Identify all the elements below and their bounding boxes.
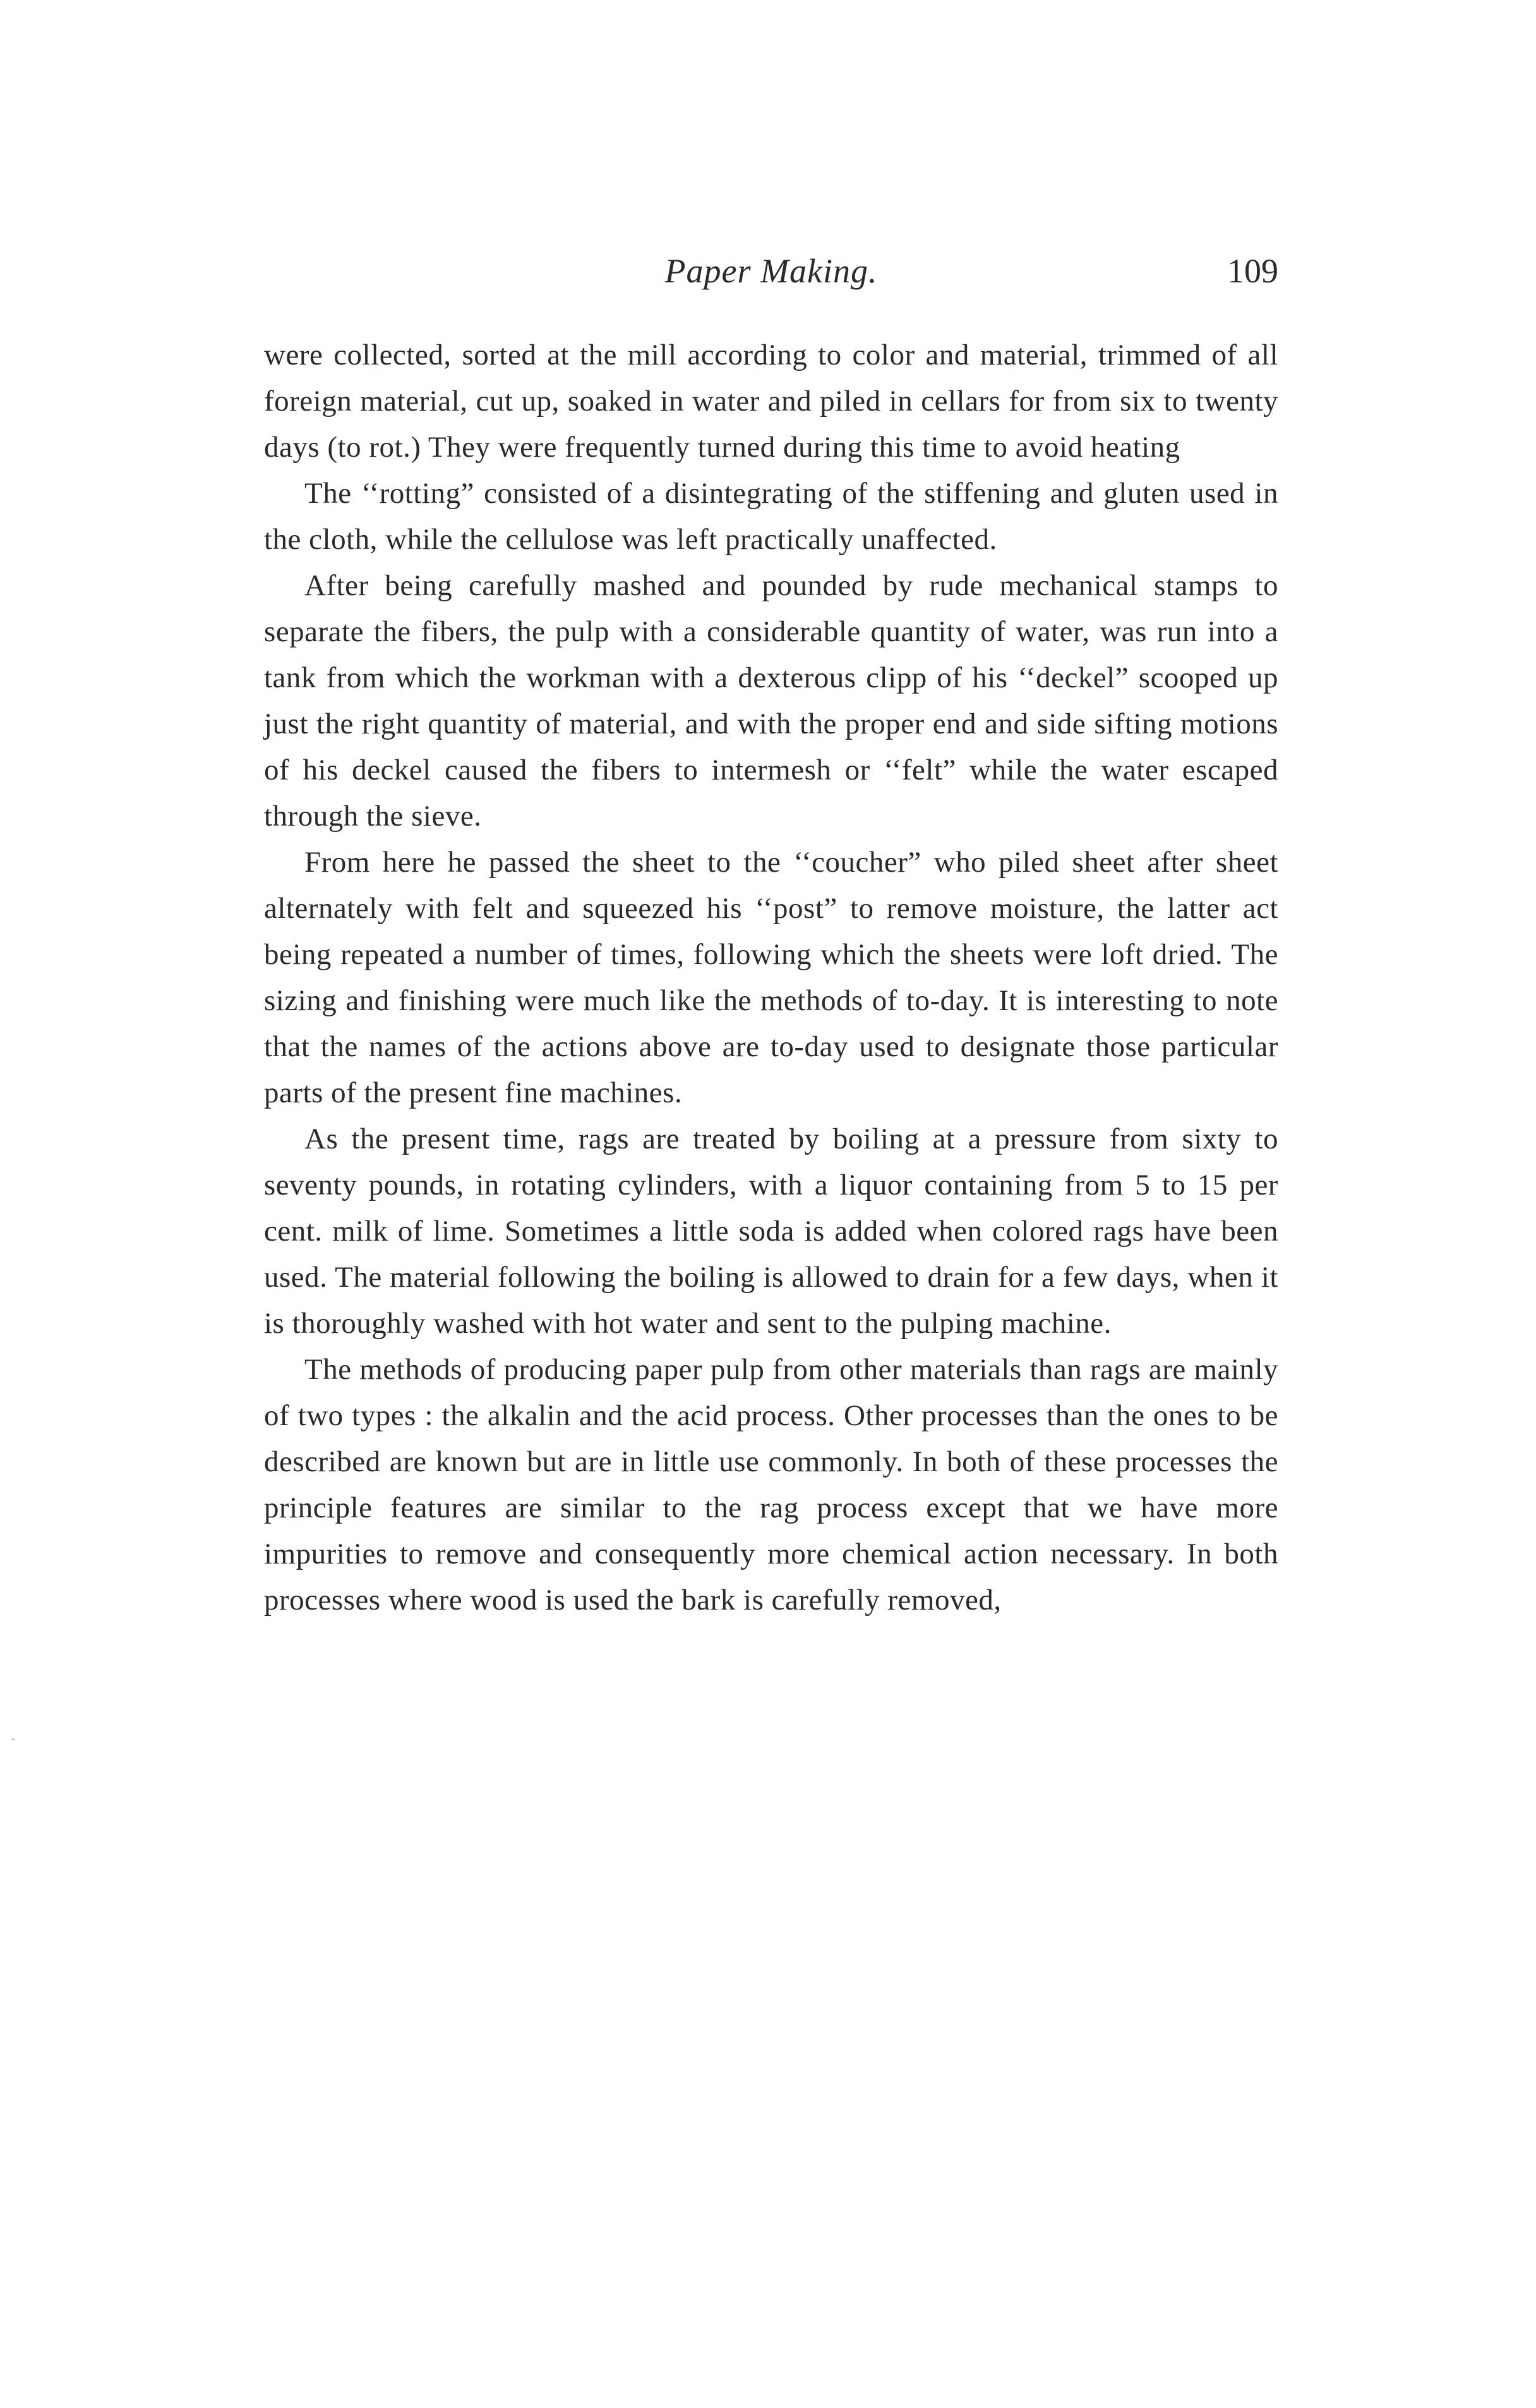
paragraph-1: were collected, sorted at the mill according to color and material, trimmed of all foreign material, cut up, soaked in water and piled in cellars for from six to twenty days (to rot.) They were frequently turned during this time to avoid heating — [264, 339, 1278, 464]
paragraph-2: The ‘‘rotting” consisted of a disintegrating of the stiffening and gluten used in the cloth, while the cellulose was left practically unaffected. — [264, 477, 1278, 556]
body-text — [264, 332, 1278, 1623]
paragraph-6: The methods of producing paper pulp from other materials than rags are mainly of two types : the alkalin and the acid process. Other processes than the ones to be described are known but are in little use commonly. In both of these processes the principle features are similar to the rag process except that we have more impurities to remove and consequently more chemical action necessary. In both processes where wood is used the bark is carefully removed, — [264, 1353, 1278, 1616]
running-head — [264, 251, 1278, 302]
page-number: 109 — [1227, 252, 1278, 290]
paragraph-3: After being carefully mashed and pounded by rude mechanical stamps to separate the fibers, the pulp with a considerable quantity of water, was run into a tank from which the workman with a dexterous clipp of his ‘‘deckel” scooped up just the right quantity of material, and with the proper end and side sifting motions of his deckel caused the fibers to intermesh or ‘‘felt” while the water escaped through the sieve. — [264, 569, 1278, 833]
paragraph-5: As the present time, rags are treated by boiling at a pressure from sixty to seventy pounds, in rotating cylinders, with a liquor containing from 5 to 15 per cent. milk of lime. Sometimes a little soda is added when colored rags have been used. The material following the boiling is allowed to drain for a few days, when it is thoroughly washed with hot water and sent to the pulping machine. — [264, 1123, 1278, 1340]
running-title: Paper Making. — [664, 252, 878, 290]
paragraph-4: From here he passed the sheet to the ‘‘coucher” who piled sheet after sheet alternately with felt and squeezed his ‘‘post” to remove moisture, the latter act being repeated a number of times, following which the sheets were loft dried. The sizing and finishing were much like the methods of to-day. It is interesting to note that the names of the actions above are to-day used to designate those particular parts of the present fine machines. — [264, 846, 1278, 1109]
margin-speck — [11, 1738, 15, 1740]
